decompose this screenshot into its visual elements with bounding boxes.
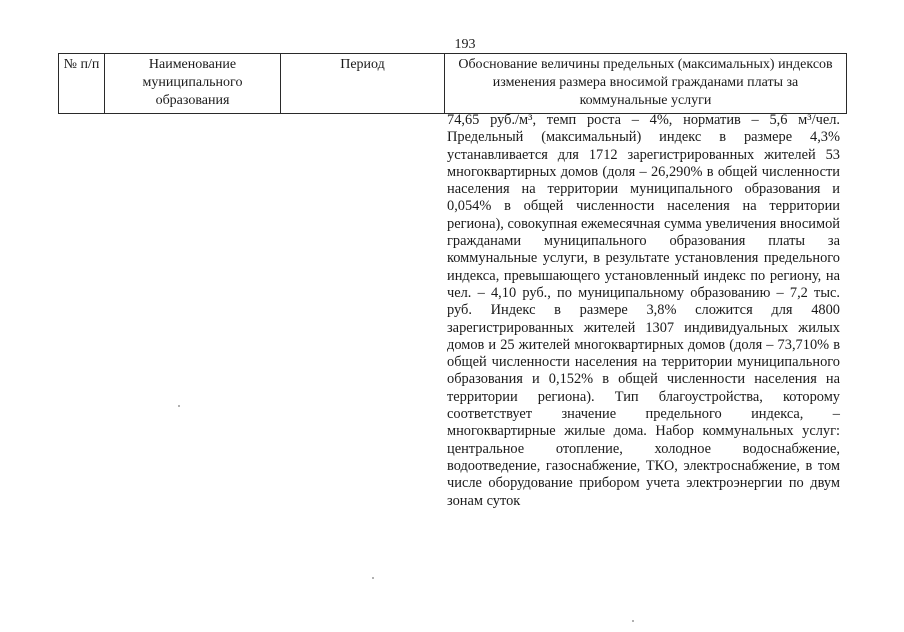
justification-text: 74,65 руб./м³, темп роста – 4%, норматив – 5,6 м³/чел. Предельный (максимальный) индекс в размере 4,3% устанавливается для 1712 зарегистрированных жителей 53 многоквартирных домов (доля – 26,290% в общей численности населения на территории муниципального образования и 0,054% в общей численности населения на территории региона), совокупная ежемесячная сумма увеличения вносимой гражданами муниципального образования платы за коммунальные услуги, в результате установления предельного индекса, превышающего установленный индекс по региону, на чел. – 4,10 руб., по муниципальному образованию – 7,2 тыс. руб. Индекс в размере 3,8% сложится для 4800 зарегистрированных жителей 1307 индивидуальных жилых домов и 25 жителей многоквартирных домов (доля – 73,710% в общей численности населения на территории муниципального образования и 0,152% в общей численности населения на территории региона). Тип благоустройства, которому соответствует значение предельного индекса, – многоквартирные жилые дома. Набор коммунальных услуг: центральное отопление, холодное водоснабжение, водоотведение, газоснабжение, ТКО, электроснабжение, в том числе оборудование прибором учета электроэнергии по двум зонам суток — [447, 112, 840, 509]
scan-dot — [632, 620, 634, 622]
scan-dot — [372, 577, 374, 579]
page-number: 193 — [454, 37, 476, 52]
header-cell-number: № п/п — [59, 54, 105, 114]
scan-dot — [178, 405, 180, 407]
header-cell-period: Период — [281, 54, 445, 114]
header-row — [59, 54, 847, 114]
header-table — [58, 53, 847, 114]
header-cell-justification: Обоснование величины предельных (максимальных) индексов изменения размера вносимой гражданами платы за коммунальные услуги — [445, 54, 847, 114]
header-cell-municipality: Наименование муниципального образования — [105, 54, 281, 114]
